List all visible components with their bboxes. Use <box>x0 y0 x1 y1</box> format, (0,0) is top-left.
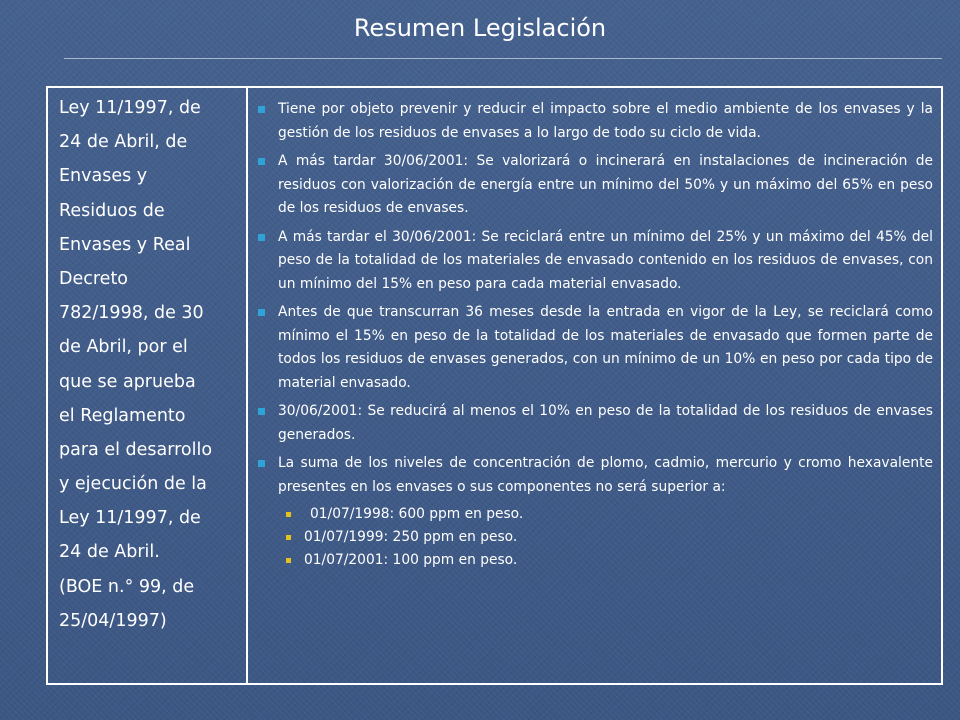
square-bullet-icon <box>258 309 265 316</box>
sub-list-item-text: 01/07/1999: 250 ppm en peso. <box>304 529 518 546</box>
law-line: de Abril, por el <box>59 337 188 358</box>
legislation-table <box>46 86 943 685</box>
summary-list <box>256 98 933 499</box>
list-item-text: 30/06/2001: Se reducirá al menos el 10% en peso de la totalidad de los residuos de envases generados. <box>278 403 933 443</box>
law-line: que se aprueba <box>59 371 196 392</box>
list-item <box>256 400 933 447</box>
list-item <box>256 226 933 297</box>
list-item-text: A más tardar 30/06/2001: Se valorizará o incinerará en instalaciones de incineración de residuos con valorización de energía entre un mínimo del 50% y un máximo del 65% en peso de los residuos de envases. <box>278 153 933 216</box>
law-line: y ejecución de la <box>59 474 207 495</box>
square-bullet-icon <box>258 234 265 241</box>
list-item <box>256 452 933 499</box>
list-item-text: Antes de que transcurran 36 meses desde la entrada en vigor de la Ley, se reciclará como mínimo el 15% en peso de la totalidad de los materiales de envasado que formen parte de todos los residuos de envases generados, con un mínimo de un 10% en peso por cada tipo de material envasado. <box>278 304 933 391</box>
law-line: Ley 11/1997, de <box>59 98 201 118</box>
sub-list-item <box>256 527 933 548</box>
square-bullet-icon <box>258 460 265 467</box>
law-line: 24 de Abril. <box>59 542 160 563</box>
law-line: el Reglamento <box>59 405 186 426</box>
slide-title: Resumen Legislación <box>353 14 607 42</box>
law-line: para el desarrollo <box>59 439 213 460</box>
sub-list-item <box>256 504 933 525</box>
square-bullet-icon <box>258 106 265 113</box>
list-item-text: Tiene por objeto prevenir y reducir el impacto sobre el medio ambiente de los envases y la gestión de los residuos de envases a lo largo de todo su ciclo de vida. <box>278 101 933 141</box>
law-line: 24 de Abril, de <box>59 132 188 153</box>
law-line: 782/1998, de 30 <box>59 303 204 324</box>
list-item <box>256 301 933 395</box>
sub-list-item-text: 01/07/2001: 100 ppm en peso. <box>304 552 518 569</box>
square-bullet-icon <box>258 408 265 415</box>
concentration-limits-list <box>256 504 933 571</box>
law-line: Residuos de <box>59 200 165 221</box>
summary-cell <box>248 88 941 683</box>
list-item <box>256 150 933 221</box>
square-bullet-icon <box>286 535 291 540</box>
law-reference-cell <box>48 88 248 683</box>
sub-list-item-text: 01/07/1998: 600 ppm en peso. <box>310 506 524 522</box>
list-item-text: A más tardar el 30/06/2001: Se reciclará entre un mínimo del 25% y un máximo del 45% del peso de la totalidad de los materiales de envasado contenido en los residuos de envases, con un mínimo del 15% en peso para cada material envasado. <box>278 228 933 292</box>
sub-list-item <box>256 550 933 571</box>
law-line: Ley 11/1997, de <box>59 508 201 529</box>
law-line: (BOE n.° 99, de <box>59 576 195 597</box>
law-line: Envases y <box>59 166 148 187</box>
square-bullet-icon <box>258 158 265 165</box>
square-bullet-icon <box>286 512 291 517</box>
law-line: Envases y Real <box>59 234 191 255</box>
list-item-text: La suma de los niveles de concentración de plomo, cadmio, mercurio y cromo hexavalente presentes en los envases o sus componentes no será superior a: <box>278 455 933 495</box>
title-divider <box>64 58 942 59</box>
law-line: Decreto <box>59 268 129 289</box>
square-bullet-icon <box>286 558 291 563</box>
list-item <box>256 98 933 145</box>
law-line: 25/04/1997) <box>59 610 167 631</box>
